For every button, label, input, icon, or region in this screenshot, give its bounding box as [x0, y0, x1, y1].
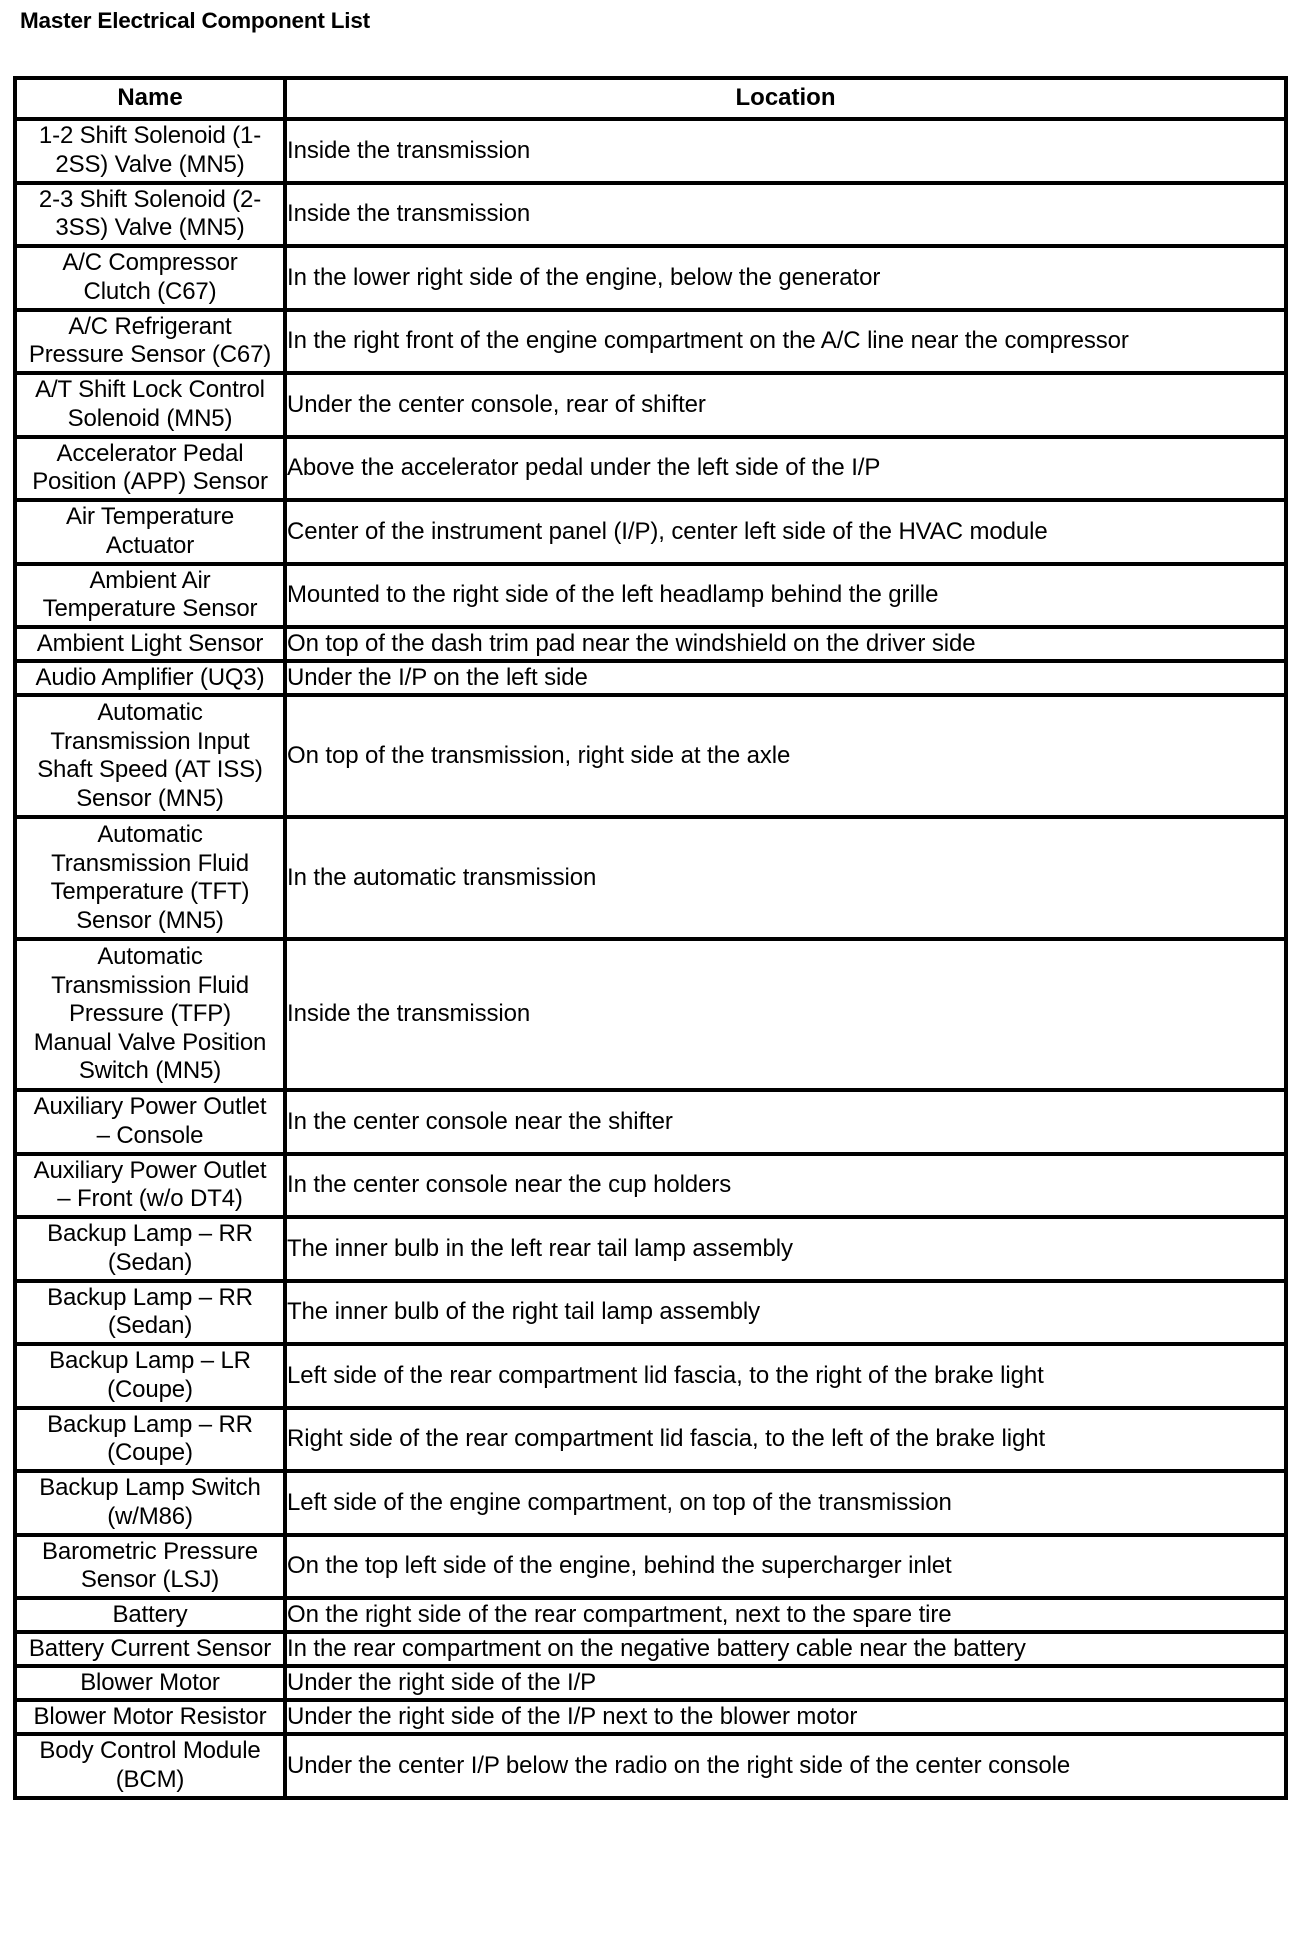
component-name-line: Battery: [112, 1600, 188, 1628]
component-name-line: Shaft Speed (AT ISS): [37, 756, 263, 783]
column-header-location: Location: [285, 78, 1286, 119]
component-location-cell: On top of the transmission, right side at the axle: [285, 695, 1286, 817]
component-location-cell: In the right front of the engine compartment on the A/C line near the compressor: [285, 310, 1286, 374]
component-name-cell: [15, 1598, 285, 1632]
component-name-line: Actuator: [105, 531, 195, 559]
component-name-line: Transmission Fluid: [51, 971, 249, 999]
table-row: [15, 1090, 1286, 1154]
component-name-line: Transmission Input: [50, 727, 250, 755]
table-row: [15, 119, 1286, 183]
component-name-line: (Sedan): [107, 1312, 193, 1340]
component-name-cell: [15, 183, 285, 247]
component-location-cell: Mounted to the right side of the left headlamp behind the grille: [285, 564, 1286, 628]
component-name-cell: [15, 1632, 285, 1666]
component-name-cell: [15, 627, 285, 661]
component-name-line: Clutch (C67): [83, 277, 217, 305]
component-location-cell: Right side of the rear compartment lid fascia, to the left of the brake light: [285, 1408, 1286, 1472]
table-row: [15, 1408, 1286, 1472]
component-name-cell: [15, 310, 285, 374]
component-location-cell: Under the I/P on the left side: [285, 661, 1286, 695]
component-name-line: Blower Motor Resistor: [33, 1702, 267, 1730]
component-name-line: Battery Current Sensor: [28, 1634, 272, 1662]
component-name-cell: [15, 1344, 285, 1408]
component-name-line: Ambient Light Sensor: [36, 629, 264, 657]
component-name-cell: [15, 1734, 285, 1798]
component-name-line: Body Control Module: [39, 1737, 261, 1765]
component-name-line: Solenoid (MN5): [67, 404, 233, 432]
component-location-cell: Under the right side of the I/P next to the blower motor: [285, 1700, 1286, 1734]
component-location-cell: In the automatic transmission: [285, 817, 1286, 939]
component-location-cell: The inner bulb in the left rear tail lamp assembly: [285, 1217, 1286, 1281]
component-location-cell: Inside the transmission: [285, 939, 1286, 1090]
table-row: [15, 310, 1286, 374]
column-header-name: Name: [15, 78, 285, 119]
table-row: [15, 695, 1286, 817]
component-name-line: Manual Valve Position: [33, 1028, 267, 1056]
component-name-line: Blower Motor: [80, 1668, 220, 1696]
component-location-cell: Inside the transmission: [285, 119, 1286, 183]
component-name-line: A/C Refrigerant: [68, 312, 232, 340]
component-name-cell: [15, 1217, 285, 1281]
table-header-row: [15, 78, 1286, 119]
table-row: [15, 1217, 1286, 1281]
component-location-cell: Under the center console, rear of shifter: [285, 373, 1286, 437]
component-name-line: 2SS) Valve (MN5): [55, 150, 245, 178]
component-name-cell: [15, 1281, 285, 1345]
component-name-line: Position (APP) Sensor: [32, 468, 268, 496]
table-body: [15, 119, 1286, 1798]
component-name-line: (BCM): [115, 1765, 185, 1793]
component-name-line: 3SS) Valve (MN5): [55, 214, 245, 242]
component-location-cell: The inner bulb of the right tail lamp assembly: [285, 1281, 1286, 1345]
component-name-line: A/C Compressor: [62, 249, 238, 277]
table-row: [15, 1535, 1286, 1599]
table-row: [15, 246, 1286, 310]
component-name-line: Backup Lamp – RR: [47, 1410, 253, 1438]
component-name-line: Pressure (TFP): [69, 1000, 231, 1028]
component-name-cell: [15, 500, 285, 564]
table-row: [15, 1471, 1286, 1535]
component-location-cell: Center of the instrument panel (I/P), center left side of the HVAC module: [285, 500, 1286, 564]
component-name-line: (w/M86): [107, 1502, 193, 1530]
table-row: [15, 564, 1286, 628]
component-name-cell: [15, 437, 285, 501]
table-row: [15, 661, 1286, 695]
component-location-cell: On top of the dash trim pad near the windshield on the driver side: [285, 627, 1286, 661]
table-row: [15, 939, 1286, 1090]
component-name-cell: [15, 119, 285, 183]
component-name-line: – Console: [96, 1121, 204, 1149]
component-name-line: (Coupe): [107, 1439, 193, 1467]
component-name-line: Auxiliary Power Outlet: [33, 1093, 267, 1121]
table-row: [15, 1700, 1286, 1734]
component-name-cell: [15, 1535, 285, 1599]
component-name-line: Switch (MN5): [78, 1057, 222, 1085]
component-name-cell: [15, 246, 285, 310]
component-name-line: Temperature Sensor: [42, 595, 258, 623]
table-row: [15, 183, 1286, 247]
component-location-cell: In the center console near the cup holders: [285, 1154, 1286, 1218]
component-name-cell: [15, 373, 285, 437]
table-row: [15, 627, 1286, 661]
component-name-cell: [15, 1666, 285, 1700]
component-name-line: Automatic: [97, 821, 203, 848]
table-row: [15, 437, 1286, 501]
component-name-line: Sensor (LSJ): [80, 1566, 220, 1594]
component-location-cell: Under the center I/P below the radio on the right side of the center console: [285, 1734, 1286, 1798]
component-name-line: Sensor (MN5): [76, 784, 224, 812]
component-name-cell: [15, 661, 285, 695]
component-name-line: Ambient Air: [89, 566, 211, 594]
component-name-line: Backup Lamp – LR: [49, 1347, 251, 1375]
component-name-line: Air Temperature: [65, 503, 235, 531]
table-row: [15, 1632, 1286, 1666]
table-row: [15, 1154, 1286, 1218]
table-row: [15, 1598, 1286, 1632]
table-row: [15, 1666, 1286, 1700]
component-name-cell: [15, 1471, 285, 1535]
component-name-cell: [15, 939, 285, 1090]
table-row: [15, 817, 1286, 939]
component-name-line: Accelerator Pedal: [56, 439, 244, 467]
table-row: [15, 373, 1286, 437]
component-name-line: – Front (w/o DT4): [57, 1185, 243, 1213]
component-name-line: Temperature (TFT): [50, 878, 250, 905]
component-name-line: Transmission Fluid: [51, 849, 249, 877]
component-location-cell: Left side of the rear compartment lid fascia, to the right of the brake light: [285, 1344, 1286, 1408]
component-name-line: Backup Lamp Switch: [39, 1474, 261, 1502]
component-name-cell: [15, 1700, 285, 1734]
component-location-cell: On the right side of the rear compartment, next to the spare tire: [285, 1598, 1286, 1632]
table-row: [15, 1734, 1286, 1798]
component-name-line: Sensor (MN5): [76, 906, 224, 934]
component-location-cell: Above the accelerator pedal under the left side of the I/P: [285, 437, 1286, 501]
component-name-line: Backup Lamp – RR: [47, 1220, 253, 1248]
component-location-cell: In the lower right side of the engine, below the generator: [285, 246, 1286, 310]
component-name-line: Audio Amplifier (UQ3): [35, 663, 265, 691]
component-name-cell: [15, 1408, 285, 1472]
component-name-line: A/T Shift Lock Control: [35, 376, 265, 404]
component-location-cell: On the top left side of the engine, behind the supercharger inlet: [285, 1535, 1286, 1599]
component-name-line: Automatic: [97, 943, 203, 971]
component-location-cell: Left side of the engine compartment, on top of the transmission: [285, 1471, 1286, 1535]
component-table: [13, 76, 1288, 1800]
component-name-line: Auxiliary Power Outlet: [33, 1156, 267, 1184]
table-row: [15, 1281, 1286, 1345]
component-name-line: (Sedan): [107, 1248, 193, 1276]
component-name-line: 1-2 Shift Solenoid (1-: [38, 122, 262, 150]
component-name-line: Pressure Sensor (C67): [28, 341, 272, 369]
component-name-line: 2-3 Shift Solenoid (2-: [38, 185, 262, 213]
component-name-line: Backup Lamp – RR: [47, 1283, 253, 1311]
component-name-line: (Coupe): [107, 1375, 193, 1403]
component-name-line: Automatic: [97, 699, 203, 726]
component-name-cell: [15, 695, 285, 817]
page-title: Master Electrical Component List: [20, 8, 370, 33]
component-location-cell: In the rear compartment on the negative battery cable near the battery: [285, 1632, 1286, 1666]
table-row: [15, 1344, 1286, 1408]
component-location-cell: In the center console near the shifter: [285, 1090, 1286, 1154]
component-name-cell: [15, 564, 285, 628]
table-row: [15, 500, 1286, 564]
component-name-line: Barometric Pressure: [42, 1537, 258, 1565]
component-location-cell: Inside the transmission: [285, 183, 1286, 247]
component-location-cell: Under the right side of the I/P: [285, 1666, 1286, 1700]
component-name-cell: [15, 817, 285, 939]
component-name-cell: [15, 1154, 285, 1218]
component-name-cell: [15, 1090, 285, 1154]
